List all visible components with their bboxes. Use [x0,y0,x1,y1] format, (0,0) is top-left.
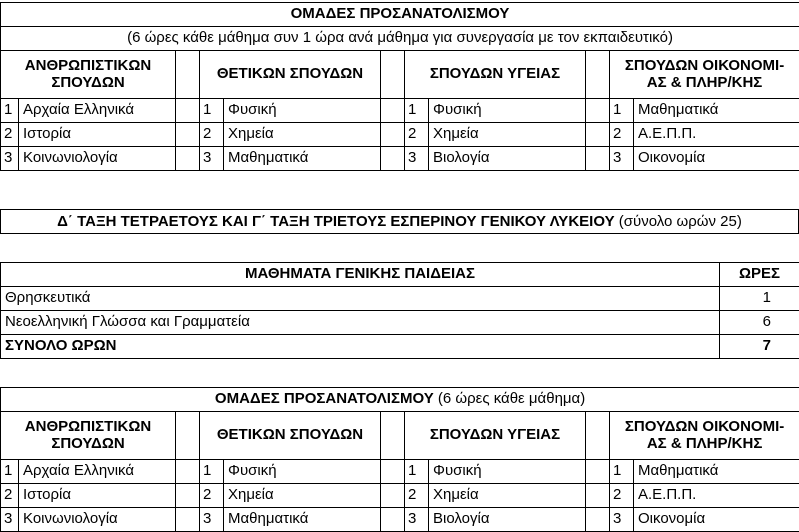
row-number: 2 [610,123,634,147]
row-number: 1 [200,99,224,123]
subject-cell: Φυσική [224,99,381,123]
row-number: 1 [1,99,19,123]
group-header-humanities: ΑΝΘΡΩΠΙΣΤΙΚΩΝ ΣΠΟΥΔΩΝ [1,51,176,99]
subject-cell: Φυσική [429,460,586,484]
row-number: 3 [200,147,224,171]
row-number: 1 [405,99,429,123]
row-number: 2 [610,484,634,508]
orientation-subtitle: (6 ώρες κάθε μάθημα συν 1 ώρα ανά μάθημα για συνεργασία με τον εκπαιδευτικό) [1,27,799,51]
row-number: 2 [200,123,224,147]
orientation-subtitle: (6 ώρες κάθε μάθημα) [438,390,585,407]
subject-cell: Κοινωνιολογία [19,147,176,171]
subject-cell: Θρησκευτικά [1,287,720,311]
row-number: 2 [1,123,19,147]
subject-cell: Βιολογία [429,147,586,171]
subject-cell: Χημεία [429,484,586,508]
column-gap [586,412,610,460]
subject-cell: Φυσική [429,99,586,123]
subject-cell: Μαθηματικά [224,147,381,171]
subject-cell: Α.Ε.Π.Π. [634,123,799,147]
table-row [1,311,799,335]
subject-cell: Φυσική [224,460,381,484]
subject-cell: Χημεία [224,484,381,508]
table-row [1,287,799,311]
row-number: 3 [200,508,224,532]
subject-cell: Οικονομία [634,147,799,171]
hours-cell: 1 [720,287,799,311]
row-number: 1 [610,99,634,123]
column-gap [381,412,405,460]
column-gap [176,412,200,460]
orientation-title-row [1,388,799,412]
orientation-title: ΟΜΑΔΕΣ ΠΡΟΣΑΝΑΤΟΛΙΣΜΟΥ [215,390,434,407]
total-label: ΣΥΝΟΛΟ ΩΡΩΝ [1,335,720,359]
class-heading [0,209,799,234]
orientation-title: ΟΜΑΔΕΣ ΠΡΟΣΑΝΑΤΟΛΙΣΜΟΥ [1,3,799,27]
subject-cell: Κοινωνιολογία [19,508,176,532]
group-header-economics: ΣΠΟΥΔΩΝ ΟΙΚΟΝΟΜΙ- ΑΣ & ΠΛΗΡ/ΚΗΣ [610,51,799,99]
row-number: 2 [1,484,19,508]
hours-header: ΩΡΕΣ [720,263,799,287]
subject-cell: Ιστορία [19,484,176,508]
hours-cell: 6 [720,311,799,335]
row-number: 1 [610,460,634,484]
group-header-sciences: ΘΕΤΙΚΩΝ ΣΠΟΥΔΩΝ [200,412,381,460]
subject-cell: Νεοελληνική Γλώσσα και Γραμματεία [1,311,720,335]
table-row [1,508,799,532]
general-education-table [0,262,799,359]
row-number: 3 [610,147,634,171]
row-number: 3 [405,508,429,532]
table-row [1,99,799,123]
column-gap [176,51,200,99]
table-row [1,484,799,508]
class-heading-hours: (σύνολο ωρών 25) [619,213,742,230]
row-number: 2 [200,484,224,508]
row-number: 3 [1,147,19,171]
subject-cell: Χημεία [224,123,381,147]
group-header-economics: ΣΠΟΥΔΩΝ ΟΙΚΟΝΟΜΙ- ΑΣ & ΠΛΗΡ/ΚΗΣ [610,412,799,460]
subject-cell: Χημεία [429,123,586,147]
table-row [1,147,799,171]
group-header-health: ΣΠΟΥΔΩΝ ΥΓΕΙΑΣ [405,51,586,99]
group-header-health: ΣΠΟΥΔΩΝ ΥΓΕΙΑΣ [405,412,586,460]
subject-cell: Μαθηματικά [634,99,799,123]
subject-cell: Α.Ε.Π.Π. [634,484,799,508]
subject-cell: Αρχαία Ελληνικά [19,99,176,123]
group-header-humanities: ΑΝΘΡΩΠΙΣΤΙΚΩΝ ΣΠΟΥΔΩΝ [1,412,176,460]
row-number: 1 [405,460,429,484]
table-row [1,123,799,147]
row-number: 1 [1,460,19,484]
class-heading-title: Δ΄ ΤΑΞΗ ΤΕΤΡΑΕΤΟΥΣ ΚΑΙ Γ΄ ΤΑΞΗ ΤΡΙΕΤΟΥΣ ΕΣΠΕΡΙΝΟΥ ΓΕΝΙΚΟΥ ΛΥΚΕΙΟΥ [57,213,614,230]
row-number: 3 [610,508,634,532]
subject-cell: Μαθηματικά [224,508,381,532]
orientation-table-bottom [0,387,799,532]
subject-cell: Μαθηματικά [634,460,799,484]
general-education-header: ΜΑΘΗΜΑΤΑ ΓΕΝΙΚΗΣ ΠΑΙΔΕΙΑΣ [1,263,720,287]
table-row [1,460,799,484]
subject-cell: Οικονομία [634,508,799,532]
row-number: 1 [200,460,224,484]
row-number: 2 [405,123,429,147]
row-number: 3 [405,147,429,171]
subject-cell: Ιστορία [19,123,176,147]
subject-cell: Βιολογία [429,508,586,532]
orientation-table-top [0,2,799,171]
group-header-sciences: ΘΕΤΙΚΩΝ ΣΠΟΥΔΩΝ [200,51,381,99]
column-gap [381,51,405,99]
column-gap [586,51,610,99]
total-hours: 7 [720,335,799,359]
row-number: 3 [1,508,19,532]
subject-cell: Αρχαία Ελληνικά [19,460,176,484]
total-row [1,335,799,359]
row-number: 2 [405,484,429,508]
